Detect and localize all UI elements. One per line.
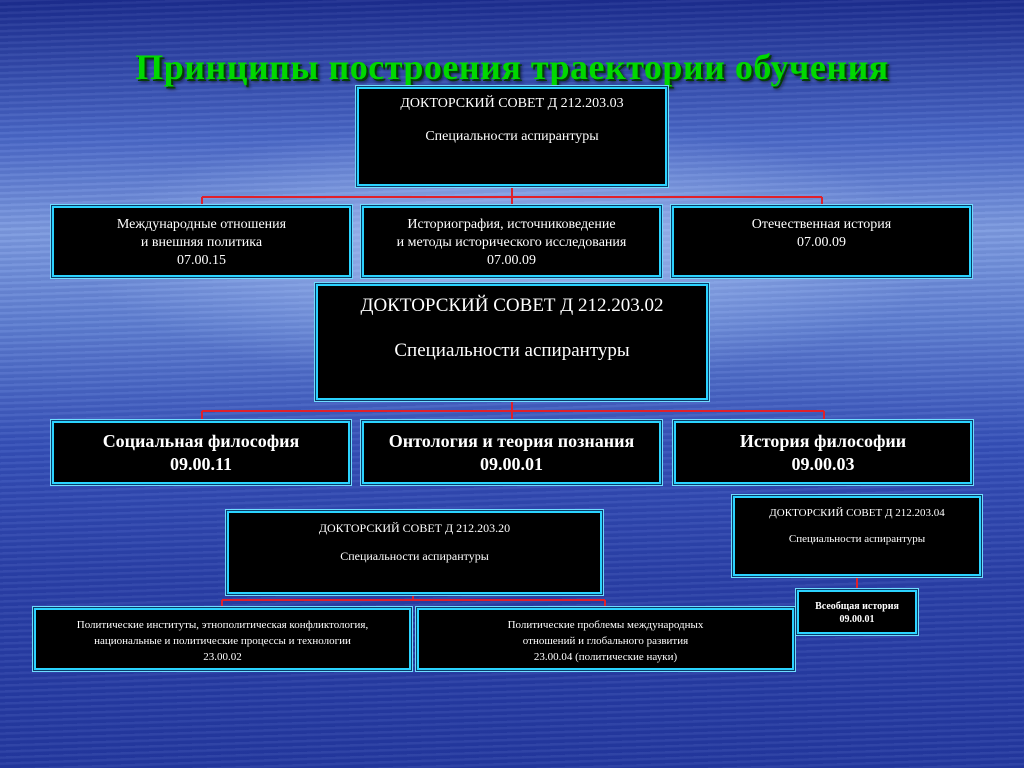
specialty-code: 09.00.01 xyxy=(839,614,875,625)
specialty-name: История философии xyxy=(739,431,907,451)
specialty-box xyxy=(362,206,661,277)
specialty-code: 07.00.15 xyxy=(177,253,226,269)
council-name: ДОКТОРСКИЙ СОВЕТ Д 212.203.03 xyxy=(400,96,624,111)
specialty-code: 09.00.01 xyxy=(480,454,543,475)
specialty-name: Международные отношения xyxy=(116,217,287,232)
council-name: ДОКТОРСКИЙ СОВЕТ Д 212.203.20 xyxy=(318,521,511,535)
specialty-name: Всеобщая история xyxy=(815,601,899,612)
specialty-name-cont: и внешняя политика xyxy=(140,235,263,251)
specialty-code: 07.00.09 xyxy=(797,235,846,251)
specialty-name-cont: отношений и глобального развития xyxy=(522,634,689,647)
council-subtitle: Специальности аспирантуры xyxy=(425,128,599,144)
specialty-box xyxy=(672,206,971,277)
council-subtitle: Специальности аспирантуры xyxy=(394,339,630,361)
specialty-box xyxy=(34,608,411,670)
council-subtitle: Специальности аспирантуры xyxy=(340,549,489,564)
specialty-box xyxy=(52,206,351,277)
specialty-name: Социальная философия xyxy=(102,431,300,451)
specialty-code: 07.00.09 xyxy=(487,253,536,269)
council-name: ДОКТОРСКИЙ СОВЕТ Д 212.203.04 xyxy=(769,507,945,519)
council-name: ДОКТОРСКИЙ СОВЕТ Д 212.203.02 xyxy=(360,295,664,316)
specialty-name: Политические проблемы международных xyxy=(507,619,704,631)
council-box-212-203-20 xyxy=(227,511,602,594)
council-subtitle: Специальности аспирантуры xyxy=(788,532,926,545)
page-title: Принципы построения траектории обучения xyxy=(135,47,889,87)
specialty-box xyxy=(52,421,350,484)
specialty-name: Политические институты, этнополитическая конфликтология, xyxy=(76,619,369,631)
specialty-box xyxy=(417,608,794,670)
specialty-code: 09.00.11 xyxy=(169,454,232,475)
specialty-box xyxy=(362,421,661,484)
specialty-name: Историография, источниковедение xyxy=(407,217,616,232)
specialty-code: 09.00.03 xyxy=(791,454,855,475)
council-box-212-203-04 xyxy=(733,496,981,576)
specialty-name-cont: и методы исторического исследования xyxy=(396,235,627,251)
specialty-box xyxy=(674,421,972,484)
specialty-code: 23.00.02 xyxy=(203,650,242,663)
specialty-name-cont: национальные и политические процессы и технологии xyxy=(94,634,351,647)
specialty-box xyxy=(797,590,917,634)
specialty-name: Онтология и теория познания xyxy=(388,431,635,451)
specialty-name: Отечественная история xyxy=(751,217,892,232)
council-box-212-203-02 xyxy=(316,284,708,400)
specialty-code: 23.00.04 (политические науки) xyxy=(533,650,678,663)
council-box-212-203-03 xyxy=(357,87,667,186)
